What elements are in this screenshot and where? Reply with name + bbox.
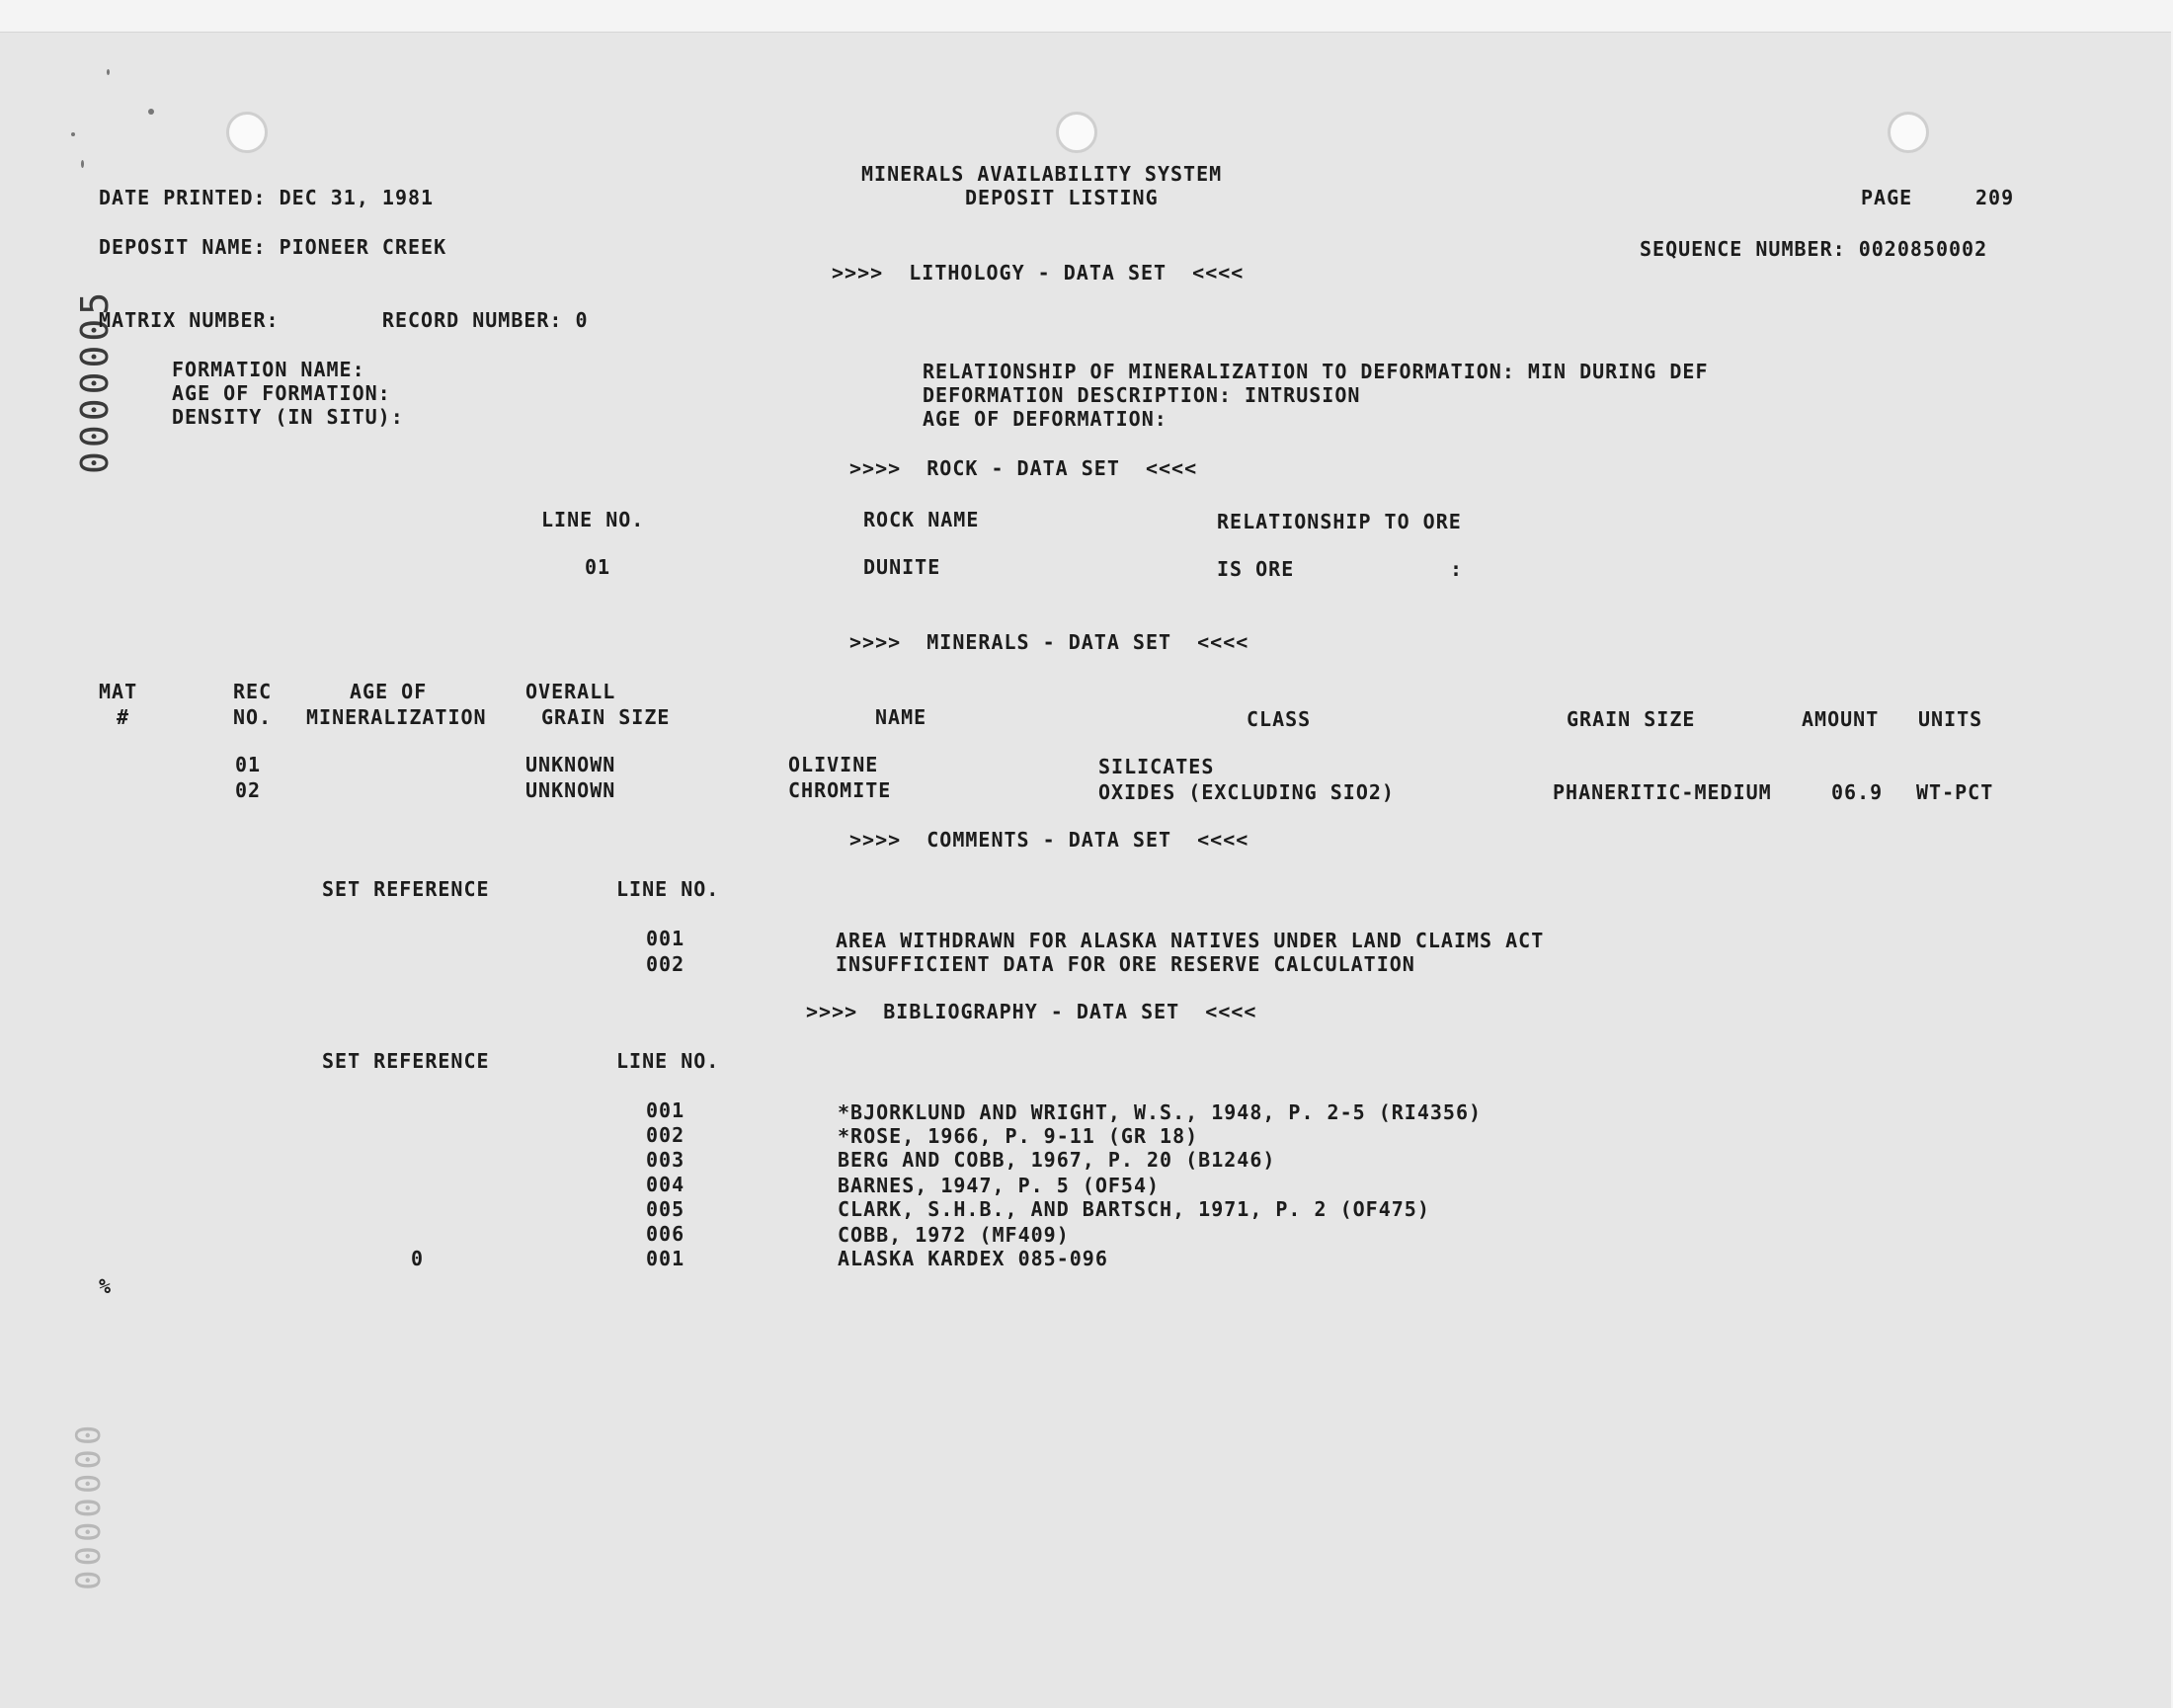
minerals-header-class: CLASS [1247,707,1312,731]
rock-row-rock-name: DUNITE [863,555,941,579]
page-label: PAGE [1861,186,1913,209]
bibliography-text: *BJORKLUND AND WRIGHT, W.S., 1948, P. 2-5 (RI4356) [838,1100,1483,1124]
minerals-header-rec-no: NO. [233,705,273,729]
date-printed: DATE PRINTED: DEC 31, 1981 [99,186,435,209]
relationship-to-deformation: RELATIONSHIP OF MINERALIZATION TO DEFORMATION: MIN DURING DEF [923,360,1709,383]
rock-header-line-no: LINE NO. [541,508,645,531]
matrix-record-line: MATRIX NUMBER: RECORD NUMBER: 0 [99,308,589,332]
mineral-row-grain-size: PHANERITIC-MEDIUM [1553,780,1772,804]
minerals-header-mineralization: MINERALIZATION [306,705,487,729]
bibliography-text: *ROSE, 1966, P. 9-11 (GR 18) [838,1124,1199,1148]
bibliography-set-ref: 0 [411,1247,425,1270]
rock-row-colon: : [1450,557,1464,581]
listing-title: DEPOSIT LISTING [965,186,1159,209]
comments-header-set-reference: SET REFERENCE [322,877,490,901]
bibliography-text: BARNES, 1947, P. 5 (OF54) [838,1174,1161,1197]
mineral-row-rec: 02 [235,778,262,802]
mineral-row-overall: UNKNOWN [525,778,616,802]
bibliography-text: BERG AND COBB, 1967, P. 20 (B1246) [838,1148,1276,1172]
comment-line-no: 002 [646,952,685,976]
binder-hole-left [226,112,268,153]
bibliography-header-set-reference: SET REFERENCE [322,1049,490,1073]
formation-name-label: FORMATION NAME: [172,358,365,381]
bibliography-line-no: 005 [646,1197,685,1221]
binder-hole-right [1888,112,1929,153]
rock-section-title: >>>> ROCK - DATA SET <<<< [849,456,1198,480]
comments-header-line-no: LINE NO. [616,877,720,901]
minerals-section-title: >>>> MINERALS - DATA SET <<<< [849,630,1249,654]
minerals-header-grain-size: GRAIN SIZE [541,705,671,729]
bibliography-line-no: 004 [646,1173,685,1196]
bibliography-line-no: 006 [646,1222,685,1246]
comments-section-title: >>>> COMMENTS - DATA SET <<<< [849,828,1249,852]
paper-speck [71,132,75,136]
bibliography-text: COBB, 1972 (MF409) [838,1223,1070,1247]
mineral-row-overall: UNKNOWN [525,753,616,776]
paper-speck [107,69,110,75]
bibliography-line-no: 001 [646,1247,685,1270]
end-of-record-mark: % [99,1274,113,1298]
minerals-header-mat-hash: # [117,705,130,729]
mineral-row-class: OXIDES (EXCLUDING SIO2) [1098,780,1395,804]
lithology-section-title: >>>> LITHOLOGY - DATA SET <<<< [832,261,1245,285]
mineral-row-class: SILICATES [1098,755,1215,778]
deposit-name: DEPOSIT NAME: PIONEER CREEK [99,235,447,259]
mineral-row-units: WT-PCT [1916,780,1994,804]
bibliography-header-line-no: LINE NO. [616,1049,720,1073]
rock-row-relationship: IS ORE [1217,557,1295,581]
mineral-row-amount: 06.9 [1831,780,1884,804]
comment-text: AREA WITHDRAWN FOR ALASKA NATIVES UNDER LAND CLAIMS ACT [836,929,1545,952]
density-label: DENSITY (IN SITU): [172,405,404,429]
bibliography-text: CLARK, S.H.B., AND BARTSCH, 1971, P. 2 (OF475) [838,1197,1430,1221]
vertical-stamp-number: 0000005 [73,287,117,474]
minerals-header-name: NAME [875,705,927,729]
bibliography-line-no: 001 [646,1098,685,1122]
rock-header-relationship: RELATIONSHIP TO ORE [1217,510,1462,533]
system-title: MINERALS AVAILABILITY SYSTEM [861,162,1223,186]
minerals-header-rec: REC [233,680,273,703]
deformation-description: DEFORMATION DESCRIPTION: INTRUSION [923,383,1361,407]
vertical-stamp-faded: 0000000 [69,1421,109,1590]
bibliography-section-title: >>>> BIBLIOGRAPHY - DATA SET <<<< [806,1000,1257,1023]
minerals-header-units: UNITS [1918,707,1983,731]
rock-row-line-no: 01 [585,555,611,579]
mineral-row-name: OLIVINE [788,753,879,776]
bibliography-text: ALASKA KARDEX 085-096 [838,1247,1108,1270]
comment-text: INSUFFICIENT DATA FOR ORE RESERVE CALCULATION [836,952,1415,976]
sequence-number: SEQUENCE NUMBER: 0020850002 [1640,237,1988,261]
page-number: 209 [1975,186,2015,209]
minerals-header-mineral-grain-size: GRAIN SIZE [1567,707,1696,731]
rock-header-rock-name: ROCK NAME [863,508,980,531]
minerals-header-mat: MAT [99,680,138,703]
minerals-header-amount: AMOUNT [1802,707,1880,731]
binder-hole-center [1056,112,1097,153]
comment-line-no: 001 [646,927,685,950]
age-of-deformation-label: AGE OF DEFORMATION: [923,407,1167,431]
age-of-formation-label: AGE OF FORMATION: [172,381,391,405]
paper-speck [81,160,84,168]
paper-speck [148,109,154,115]
bibliography-line-no: 002 [646,1123,685,1147]
mineral-row-name: CHROMITE [788,778,892,802]
bibliography-line-no: 003 [646,1148,685,1172]
minerals-header-age-of: AGE OF [350,680,428,703]
minerals-header-overall: OVERALL [525,680,616,703]
mineral-row-rec: 01 [235,753,262,776]
